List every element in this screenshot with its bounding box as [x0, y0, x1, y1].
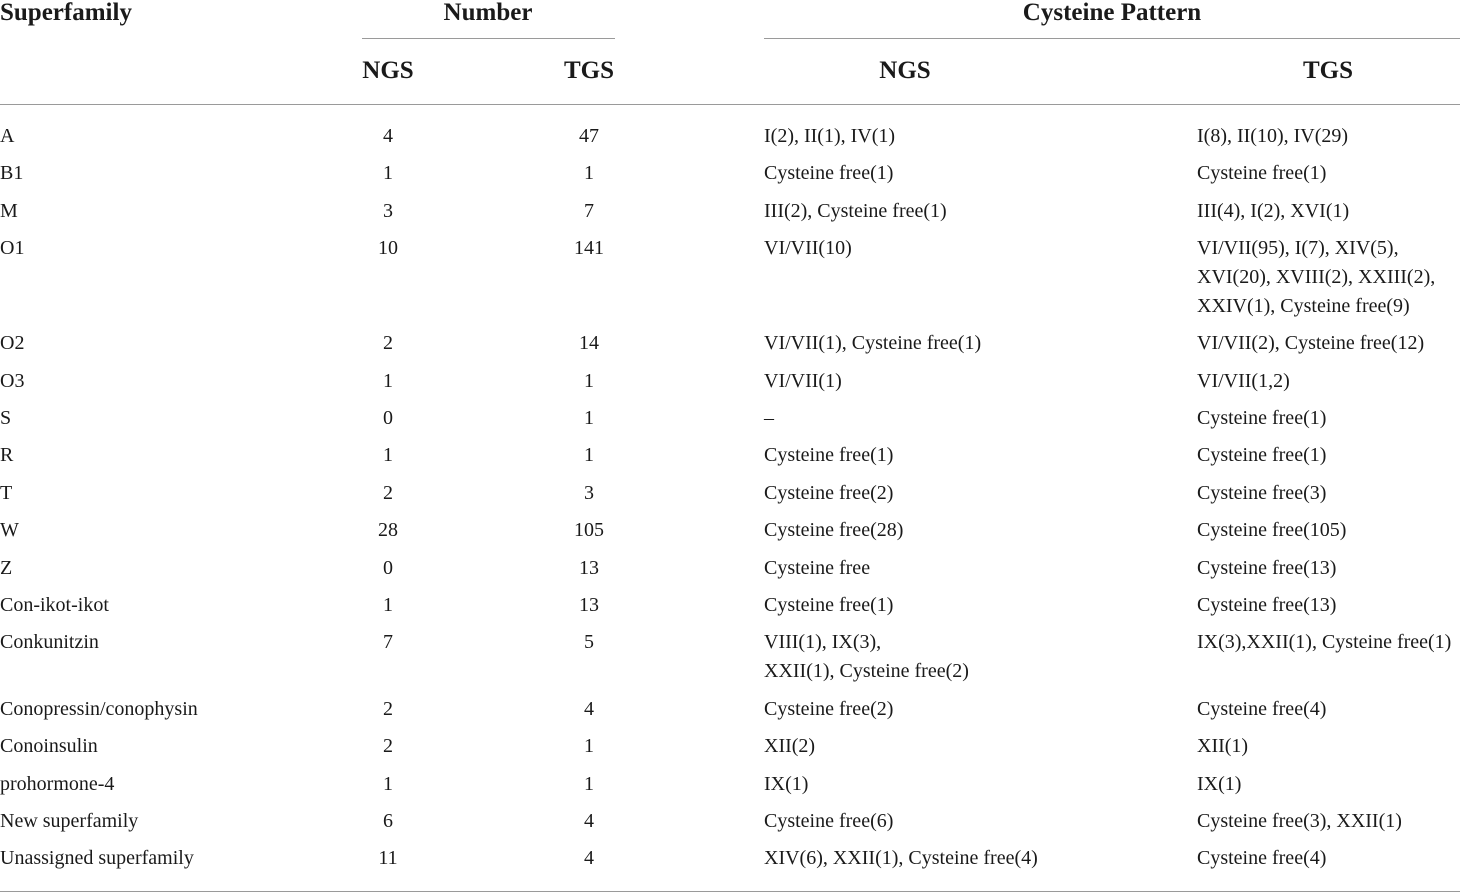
pattern-line: Cysteine free(6): [764, 810, 894, 832]
pattern-line: Cysteine free(28): [764, 519, 904, 541]
cell-pattern-tgs: [1197, 234, 1435, 321]
cell-superfamily: S: [0, 407, 12, 429]
header-number: Number: [443, 0, 533, 26]
cell-number-tgs: 4: [584, 847, 594, 869]
cell-number-ngs: 1: [383, 594, 393, 616]
table-bottom-rule: [0, 891, 1460, 892]
pattern-line: IX(1): [1197, 773, 1242, 795]
cell-superfamily: New superfamily: [0, 810, 139, 832]
cell-number-ngs: 1: [383, 444, 393, 466]
pattern-line: Cysteine free(13): [1197, 594, 1337, 616]
cell-number-ngs: 2: [383, 735, 393, 757]
pattern-line: XIV(6), XXII(1), Cysteine free(4): [764, 847, 1038, 869]
cell-pattern-tgs: [1197, 770, 1241, 799]
pattern-line: III(2), Cysteine free(1): [764, 200, 947, 222]
pattern-line: IX(1): [764, 773, 809, 795]
cell-pattern-tgs: [1197, 807, 1402, 836]
cell-number-ngs: 11: [378, 847, 398, 869]
cell-superfamily: Con-ikot-ikot: [0, 594, 109, 616]
cell-number-ngs: 2: [383, 698, 393, 720]
header-pattern-tgs: TGS: [1302, 57, 1354, 84]
cell-pattern-ngs: [764, 732, 815, 761]
cell-number-tgs: 3: [584, 482, 594, 504]
cell-number-ngs: 0: [383, 557, 393, 579]
cell-number-ngs: 6: [383, 810, 393, 832]
cell-superfamily: A: [0, 125, 15, 147]
pattern-line: Cysteine free(1): [764, 594, 894, 616]
cell-pattern-tgs: [1197, 479, 1326, 508]
header-cysteine-pattern: Cysteine Pattern: [1022, 0, 1202, 26]
cell-pattern-ngs: [764, 628, 969, 686]
cell-number-tgs: 14: [579, 332, 599, 354]
cell-pattern-ngs: [764, 367, 842, 396]
cell-number-ngs: 10: [378, 237, 398, 259]
cell-number-ngs: 1: [383, 162, 393, 184]
cell-number-tgs: 13: [579, 557, 599, 579]
cell-number-ngs: 28: [378, 519, 398, 541]
cell-pattern-tgs: [1197, 159, 1326, 188]
cell-number-tgs: 4: [584, 810, 594, 832]
cell-pattern-ngs: [764, 695, 893, 724]
cell-number-ngs: 1: [383, 773, 393, 795]
pattern-line: Cysteine free(1): [1197, 407, 1327, 429]
cell-pattern-tgs: [1197, 628, 1451, 657]
cell-superfamily: R: [0, 444, 14, 466]
number-group-rule: [362, 38, 615, 39]
pattern-line: XXII(1), Cysteine free(2): [764, 660, 969, 682]
pattern-line: VI/VII(2), Cysteine free(12): [1197, 332, 1425, 354]
pattern-line: XII(1): [1197, 735, 1249, 757]
cell-pattern-ngs: [764, 591, 893, 620]
cell-number-tgs: 1: [584, 370, 594, 392]
cell-number-ngs: 3: [383, 200, 393, 222]
cell-pattern-ngs: [764, 441, 893, 470]
cell-number-tgs: 47: [579, 125, 599, 147]
cell-superfamily: O2: [0, 332, 25, 354]
cell-superfamily: W: [0, 519, 19, 541]
cell-pattern-tgs: [1197, 367, 1290, 396]
pattern-line: XII(2): [764, 735, 816, 757]
cell-number-ngs: 2: [383, 332, 393, 354]
pattern-line: –: [764, 407, 774, 429]
pattern-line: Cysteine free(1): [764, 444, 894, 466]
cell-pattern-ngs: [764, 122, 895, 151]
cell-superfamily: O3: [0, 370, 25, 392]
cell-pattern-tgs: [1197, 554, 1336, 583]
cell-pattern-tgs: [1197, 591, 1336, 620]
cell-pattern-ngs: [764, 234, 852, 263]
pattern-line: Cysteine free(4): [1197, 847, 1327, 869]
cell-number-tgs: 7: [584, 200, 594, 222]
pattern-line: Cysteine free: [764, 557, 871, 579]
cell-number-tgs: 1: [584, 444, 594, 466]
cell-superfamily: Conkunitzin: [0, 631, 99, 653]
header-number-ngs: NGS: [362, 57, 414, 84]
cell-number-ngs: 2: [383, 482, 393, 504]
cell-number-tgs: 5: [584, 631, 594, 653]
cell-pattern-ngs: [764, 197, 947, 226]
cell-number-tgs: 1: [584, 735, 594, 757]
cell-pattern-ngs: [764, 159, 893, 188]
cell-pattern-tgs: [1197, 516, 1346, 545]
cell-number-tgs: 105: [574, 519, 604, 541]
pattern-line: VI/VII(10): [764, 237, 852, 259]
pattern-line: Cysteine free(3), XXII(1): [1197, 810, 1402, 832]
pattern-line: XXIV(1), Cysteine free(9): [1197, 295, 1410, 317]
pattern-line: Cysteine free(2): [764, 482, 894, 504]
cell-pattern-tgs: [1197, 441, 1326, 470]
cell-pattern-ngs: [764, 404, 774, 433]
pattern-group-rule: [764, 38, 1460, 39]
cell-superfamily: O1: [0, 237, 25, 259]
cell-superfamily: Z: [0, 557, 13, 579]
cell-pattern-ngs: [764, 479, 893, 508]
cell-superfamily: B1: [0, 162, 24, 184]
pattern-line: III(4), I(2), XVI(1): [1197, 200, 1350, 222]
cell-pattern-tgs: [1197, 732, 1248, 761]
cell-pattern-tgs: [1197, 844, 1326, 873]
pattern-line: Cysteine free(1): [1197, 162, 1327, 184]
pattern-line: Cysteine free(1): [1197, 444, 1327, 466]
cell-number-tgs: 1: [584, 407, 594, 429]
cell-number-tgs: 1: [584, 162, 594, 184]
cell-pattern-ngs: [764, 554, 870, 583]
cell-number-tgs: 141: [574, 237, 604, 259]
cell-superfamily: T: [0, 482, 13, 504]
pattern-line: Cysteine free(1): [764, 162, 894, 184]
pattern-line: VI/VII(1): [764, 370, 842, 392]
header-bottom-rule: [0, 104, 1460, 105]
pattern-line: Cysteine free(2): [764, 698, 894, 720]
cell-pattern-tgs: [1197, 695, 1326, 724]
cell-superfamily: M: [0, 200, 18, 222]
header-number-tgs: TGS: [563, 57, 615, 84]
cell-pattern-ngs: [764, 770, 808, 799]
cell-number-ngs: 0: [383, 407, 393, 429]
cell-pattern-tgs: [1197, 122, 1348, 151]
cell-number-tgs: 4: [584, 698, 594, 720]
pattern-line: VIII(1), IX(3),: [764, 631, 882, 653]
cell-superfamily: Conoinsulin: [0, 735, 98, 757]
pattern-line: VI/VII(95), I(7), XIV(5),: [1197, 237, 1399, 259]
cell-pattern-ngs: [764, 807, 893, 836]
cell-superfamily: prohormone-4: [0, 773, 115, 795]
pattern-line: I(2), II(1), IV(1): [764, 125, 896, 147]
cell-pattern-ngs: [764, 516, 903, 545]
pattern-line: VI/VII(1,2): [1197, 370, 1290, 392]
header-superfamily: Superfamily: [0, 0, 132, 26]
cell-number-tgs: 13: [579, 594, 599, 616]
cell-number-ngs: 4: [383, 125, 393, 147]
pattern-line: Cysteine free(13): [1197, 557, 1337, 579]
pattern-line: Cysteine free(4): [1197, 698, 1327, 720]
cell-pattern-ngs: [764, 844, 1038, 873]
header-pattern-ngs: NGS: [879, 57, 931, 84]
pattern-line: Cysteine free(3): [1197, 482, 1327, 504]
pattern-line: I(8), II(10), IV(29): [1197, 125, 1349, 147]
cell-number-tgs: 1: [584, 773, 594, 795]
cell-pattern-tgs: [1197, 404, 1326, 433]
pattern-line: VI/VII(1), Cysteine free(1): [764, 332, 982, 354]
pattern-line: Cysteine free(105): [1197, 519, 1347, 541]
cell-superfamily: Unassigned superfamily: [0, 847, 194, 869]
pattern-line: IX(3),XXII(1), Cysteine free(1): [1197, 631, 1452, 653]
cell-number-ngs: 7: [383, 631, 393, 653]
cell-pattern-tgs: [1197, 329, 1424, 358]
cell-pattern-tgs: [1197, 197, 1349, 226]
cell-pattern-ngs: [764, 329, 981, 358]
pattern-line: XVI(20), XVIII(2), XXIII(2),: [1197, 266, 1436, 288]
cell-superfamily: Conopressin/conophysin: [0, 698, 198, 720]
cell-number-ngs: 1: [383, 370, 393, 392]
